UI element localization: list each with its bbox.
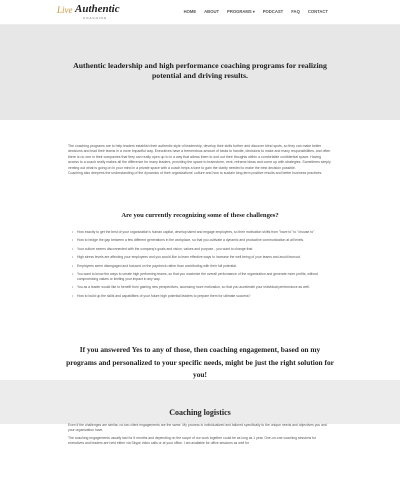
nav-item-programs[interactable] xyxy=(227,9,255,14)
nav-item-podcast[interactable]: PODCAST xyxy=(262,9,284,14)
hero-title: Authentic leadership and high performance coaching programs for realizing potential and driving results. xyxy=(73,61,327,80)
list-item: • Your culture seems disconnected with the company's goals and vision, values and purpose - you want to change that. xyxy=(72,247,332,252)
intro-paragraph: Coaching also deepens the understanding of the dynamics of their organizations' culture and how to sustain long-term positive results and better business practices. xyxy=(68,171,323,176)
logo-text-coaching: COACHING xyxy=(83,16,108,20)
nav-item-home[interactable]: HOME xyxy=(183,9,197,14)
intro-text xyxy=(68,144,332,176)
list-item: • Employees seem disengaged and focused on the paycheck rather than contributing with their full potential. xyxy=(72,264,332,269)
list-item: • You as a leader would like to benefit from gaining new perspectives, accessing more motivation, so that you accelerate your individual performance as well. xyxy=(72,285,332,290)
chevron-down-icon: ▾ xyxy=(252,9,255,14)
programs-section xyxy=(0,120,400,380)
list-item: • High stress levels are affecting your employees and you would like to learn effective ways to increase the well being of your teams and avoid burnout. xyxy=(72,255,332,260)
nav-item-programs-label: PROGRAMS xyxy=(227,9,252,14)
cta-statement: If you answered Yes to any of those, then coaching engagement, based on my programs and personalized to your specific needs, might be just the right solution for you! xyxy=(66,345,334,379)
challenges-list xyxy=(72,230,332,302)
list-item: • How to bridge the gap between a few different generations in the workplace, so that you cultivate a dynamic and productive communication at all levels. xyxy=(72,238,332,243)
list-item: • How exactly to get the best of your organization's human capital, develop talent and engage employees, so their motivation shifts from "have to" to "choose to" xyxy=(72,230,332,235)
list-item: • You want to know the ways to create high performing teams, so that you maximize the overall performance of the organization and generate more profits, without compromising values or limiting your impact in any way. xyxy=(72,272,332,282)
site-header xyxy=(0,0,400,25)
logistics-paragraph: Even if the challenges are similar, no two client engagements are the same. My process is individualized and tailored specifically to the unique needs and objectives you and your organization have. xyxy=(68,423,327,432)
nav-item-about[interactable]: ABOUT xyxy=(204,9,220,14)
main-nav xyxy=(184,9,328,14)
logistics-section xyxy=(0,380,400,500)
logo-text-authentic: Authentic xyxy=(75,3,120,15)
logistics-paragraph: The coaching engagements usually last for 6 months and depending on the scope of our work together could be as long as 1 year. One-on-one coaching sessions for executives and leaders are held either via Skype video calls or at your office. I am available for office sessions as well for xyxy=(68,436,317,445)
hero-banner xyxy=(0,25,400,120)
intro-paragraph: The coaching programs are to help leaders establish their authentic style of leadership, develop their skills further and discover blind spots, so they can make better decisions and lead their teams in a more impactful way. Executives have a tremendous amount of tasks to handle, decisions to make and many responsibilities, and often there is no one in their companies that they can really open up to in a way that allows them to sort out their thoughts within a comfortable confidential space. Having access to a coach really makes all the difference for many leaders, providing the space to brainstorm, vent, reframe ideas and come up with strategies. Sometimes simply venting out what is going on in your mind in a private space with a coach helps a tone to gain the clarity needed to make the best decision possible. xyxy=(68,144,331,170)
list-item: • How to build up the skills and capabilities of your future high potential leaders to prepare them for ultimate success? xyxy=(72,294,332,299)
logistics-text xyxy=(68,423,332,449)
challenges-heading: Are you currently recognizing some of these challenges? xyxy=(121,212,279,219)
logistics-heading: Coaching logistics xyxy=(169,408,231,417)
logo-text-live: Live xyxy=(57,5,73,15)
nav-item-contact[interactable]: CONTACT xyxy=(307,9,328,14)
nav-item-faq[interactable]: FAQ xyxy=(291,9,300,14)
